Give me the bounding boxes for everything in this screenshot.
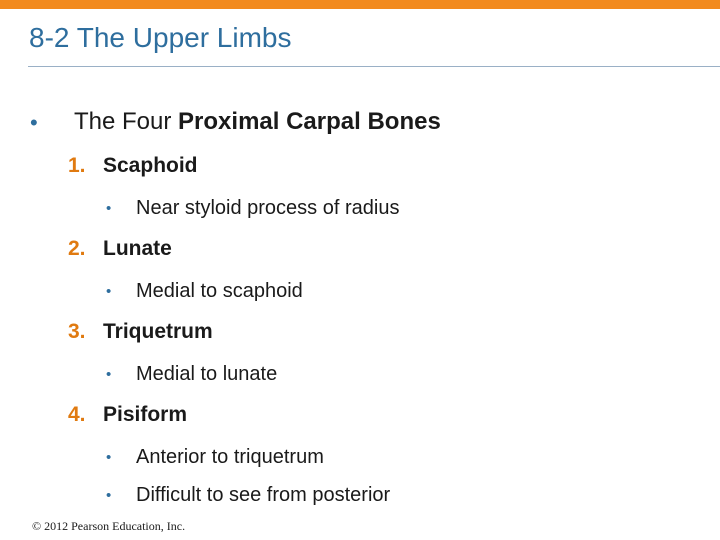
main-bullet-text — [74, 108, 441, 136]
sub-bullet-marker: • — [106, 200, 112, 217]
sub-item-text: Near styloid process of radius — [136, 197, 400, 219]
sub-bullet-marker: • — [106, 487, 112, 504]
sub-item-text: Medial to lunate — [136, 363, 278, 385]
item-number: 3. — [68, 320, 86, 343]
copyright-notice: © 2012 Pearson Education, Inc. — [32, 519, 186, 533]
main-text-prefix: The Four — [74, 108, 179, 135]
item-number: 1. — [68, 154, 86, 177]
sub-bullet-marker: • — [106, 283, 112, 300]
item-number: 2. — [68, 237, 86, 260]
slide-title: 8-2 The Upper Limbs — [29, 22, 292, 53]
item-name-triquetrum: Triquetrum — [103, 320, 213, 343]
item-name-scaphoid: Scaphoid — [103, 154, 198, 177]
title-divider — [28, 66, 720, 67]
top-accent-bar — [0, 0, 720, 9]
sub-item-text: Anterior to triquetrum — [136, 446, 324, 468]
sub-item-text: Medial to scaphoid — [136, 280, 303, 302]
item-number: 4. — [68, 403, 86, 426]
main-bullet-marker: • — [30, 110, 38, 135]
item-name-pisiform: Pisiform — [103, 403, 188, 426]
item-name-lunate: Lunate — [103, 237, 172, 260]
sub-bullet-marker: • — [106, 366, 112, 383]
sub-item-text: Difficult to see from posterior — [136, 484, 391, 506]
main-text-emphasis: Proximal Carpal Bones — [178, 108, 441, 135]
sub-bullet-marker: • — [106, 449, 112, 466]
